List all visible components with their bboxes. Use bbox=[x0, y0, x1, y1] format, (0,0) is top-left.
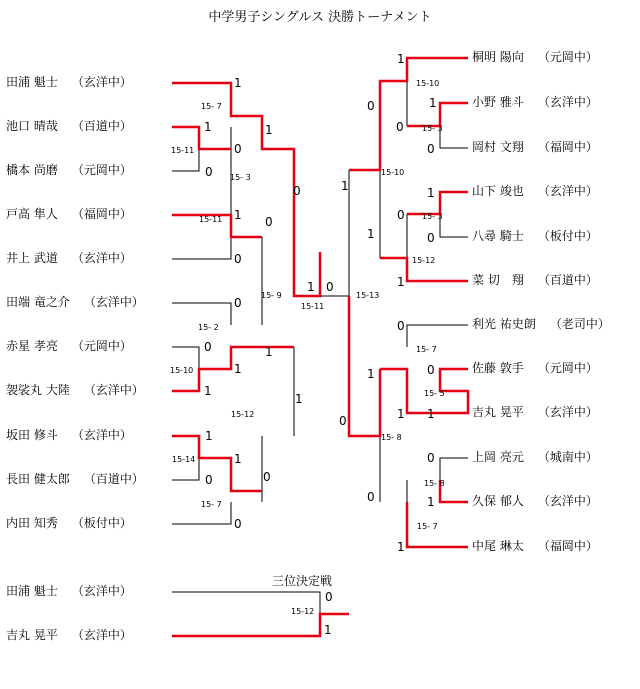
game-score: 15- 3 bbox=[230, 173, 251, 182]
player-name: 久保 郁人 bbox=[472, 494, 524, 508]
game-score: 15-13 bbox=[356, 291, 380, 300]
set-score: 0 bbox=[293, 184, 301, 198]
set-score: 1 bbox=[295, 392, 303, 406]
player-team: （玄洋中） bbox=[71, 75, 132, 89]
player-name: 八尋 騎士 bbox=[472, 229, 524, 243]
set-score: 0 bbox=[397, 319, 405, 333]
page-title: 中学男子シングルス 決勝トーナメント bbox=[208, 10, 432, 25]
set-score: 0 bbox=[205, 165, 213, 179]
set-score: 0 bbox=[234, 252, 242, 266]
set-score: 1 bbox=[341, 179, 349, 193]
set-score: 0 bbox=[427, 142, 435, 156]
player-name: 小野 雅斗 bbox=[472, 95, 524, 109]
set-score: 0 bbox=[205, 473, 213, 487]
game-score: 15- 3 bbox=[422, 212, 443, 221]
game-score: 15- 5 bbox=[424, 389, 445, 398]
set-score: 1 bbox=[265, 345, 273, 359]
player-name: 池口 晴哉 bbox=[6, 119, 58, 133]
player-team: （玄洋中） bbox=[537, 405, 598, 419]
game-score: 15-11 bbox=[301, 302, 325, 311]
player-team: （玄洋中） bbox=[71, 584, 132, 598]
set-score: 0 bbox=[427, 231, 435, 245]
game-score: 15-10 bbox=[381, 168, 405, 177]
winner-path bbox=[349, 296, 380, 436]
player-team: （玄洋中） bbox=[83, 295, 144, 309]
game-score: 15-12 bbox=[291, 607, 315, 616]
set-score: 1 bbox=[234, 452, 242, 466]
winner-path bbox=[349, 58, 468, 170]
bracket-line bbox=[172, 303, 231, 325]
set-score: 1 bbox=[205, 429, 213, 443]
set-score: 0 bbox=[367, 490, 375, 504]
game-score: 15- 7 bbox=[201, 102, 222, 111]
player-name: 袈裟丸 大陸 bbox=[6, 383, 70, 397]
set-score: 0 bbox=[204, 340, 212, 354]
set-score: 1 bbox=[204, 120, 212, 134]
set-score: 0 bbox=[397, 208, 405, 222]
game-score: 15- 7 bbox=[417, 522, 438, 531]
game-score: 15- 7 bbox=[416, 345, 437, 354]
set-score: 1 bbox=[234, 208, 242, 222]
player-name: 中尾 琳太 bbox=[472, 539, 524, 553]
set-score: 1 bbox=[265, 123, 273, 137]
set-score: 0 bbox=[396, 120, 404, 134]
game-score: 15- 7 bbox=[201, 500, 222, 509]
bracket-line bbox=[407, 325, 468, 347]
set-score: 1 bbox=[397, 540, 405, 554]
winner-path bbox=[407, 103, 468, 126]
set-score: 1 bbox=[427, 186, 435, 200]
player-team: （福岡中） bbox=[71, 207, 132, 221]
set-score: 1 bbox=[234, 362, 242, 376]
player-team: （玄洋中） bbox=[537, 494, 598, 508]
player-name: 戸高 隼人 bbox=[6, 207, 58, 221]
set-score: 1 bbox=[367, 227, 375, 241]
set-score: 0 bbox=[263, 470, 271, 484]
bracket-line bbox=[440, 126, 468, 148]
set-score: 0 bbox=[339, 414, 347, 428]
set-score: 1 bbox=[307, 280, 315, 294]
player-name: 内田 知秀 bbox=[6, 516, 58, 530]
player-team: （元岡中） bbox=[71, 339, 132, 353]
set-score: 1 bbox=[367, 367, 375, 381]
player-team: （百道中） bbox=[83, 472, 144, 486]
player-team: （百道中） bbox=[71, 119, 132, 133]
set-score: 1 bbox=[427, 495, 435, 509]
player-name: 岡村 文翔 bbox=[472, 140, 524, 154]
set-score: 1 bbox=[397, 52, 405, 66]
player-name: 井上 武道 bbox=[6, 251, 58, 265]
set-score: 0 bbox=[265, 215, 273, 229]
player-team: （玄洋中） bbox=[537, 95, 598, 109]
set-score: 1 bbox=[397, 275, 405, 289]
game-score: 15-12 bbox=[231, 410, 255, 419]
player-name: 利光 祐史朗 bbox=[472, 317, 536, 331]
player-name: 田浦 魁士 bbox=[6, 75, 58, 89]
game-score: 15- 2 bbox=[198, 323, 219, 332]
player-team: （元岡中） bbox=[537, 361, 598, 375]
player-team: （福岡中） bbox=[537, 539, 598, 553]
set-score: 0 bbox=[367, 99, 375, 113]
player-name: 赤星 孝亮 bbox=[6, 339, 58, 353]
player-name: 吉丸 晃平 bbox=[472, 405, 524, 419]
player-name: 佐藤 敦手 bbox=[472, 361, 524, 375]
game-score: 15- 9 bbox=[261, 291, 282, 300]
game-score: 15-14 bbox=[172, 455, 196, 464]
bracket-line bbox=[172, 237, 231, 259]
player-name: 山下 竣也 bbox=[472, 184, 524, 198]
player-name: 坂田 修斗 bbox=[6, 428, 58, 442]
player-team: （板付中） bbox=[537, 229, 598, 243]
set-score: 0 bbox=[427, 363, 435, 377]
set-score: 1 bbox=[427, 407, 435, 421]
set-score: 0 bbox=[427, 451, 435, 465]
player-name: 吉丸 晃平 bbox=[6, 628, 58, 642]
player-name: 橋本 尚磨 bbox=[6, 163, 58, 177]
game-score: 15- 8 bbox=[424, 479, 445, 488]
set-score: 1 bbox=[234, 76, 242, 90]
game-score: 15-10 bbox=[170, 366, 194, 375]
player-team: （元岡中） bbox=[71, 163, 132, 177]
set-score: 1 bbox=[324, 623, 332, 637]
game-score: 15- 8 bbox=[381, 433, 402, 442]
player-team: （福岡中） bbox=[537, 140, 598, 154]
bracket-line bbox=[440, 214, 468, 237]
player-team: （板付中） bbox=[71, 516, 132, 530]
set-score: 1 bbox=[429, 96, 437, 110]
set-score: 0 bbox=[234, 296, 242, 310]
player-name: 桐明 陽向 bbox=[472, 50, 524, 64]
set-score: 0 bbox=[234, 142, 242, 156]
player-team: （百道中） bbox=[537, 273, 598, 287]
game-score: 15-10 bbox=[416, 79, 440, 88]
game-score: 15-11 bbox=[199, 215, 223, 224]
player-name: 長田 健太郎 bbox=[6, 472, 70, 486]
player-team: （玄洋中） bbox=[71, 628, 132, 642]
winner-path bbox=[172, 614, 349, 636]
player-team: （城南中） bbox=[537, 450, 598, 464]
player-team: （玄洋中） bbox=[83, 383, 144, 397]
set-score: 1 bbox=[204, 384, 212, 398]
set-score: 0 bbox=[326, 280, 334, 294]
player-team: （玄洋中） bbox=[71, 428, 132, 442]
game-score: 15- 3 bbox=[422, 124, 443, 133]
player-team: （老司中） bbox=[549, 317, 610, 331]
game-score: 15-11 bbox=[171, 146, 195, 155]
player-name: 田端 竜之介 bbox=[6, 295, 70, 309]
bracket-line bbox=[440, 458, 468, 480]
set-score: 0 bbox=[325, 590, 333, 604]
set-score: 1 bbox=[397, 407, 405, 421]
third-place-title: 三位決定戦 bbox=[272, 574, 333, 588]
player-name: 菜 切 翔 bbox=[472, 273, 524, 287]
set-score: 0 bbox=[234, 517, 242, 531]
game-score: 15-12 bbox=[412, 256, 436, 265]
winner-path bbox=[407, 192, 468, 214]
player-team: （元岡中） bbox=[537, 50, 598, 64]
player-name: 田浦 魁士 bbox=[6, 584, 58, 598]
player-team: （玄洋中） bbox=[537, 184, 598, 198]
player-team: （玄洋中） bbox=[71, 251, 132, 265]
player-name: 上岡 亮元 bbox=[472, 450, 524, 464]
